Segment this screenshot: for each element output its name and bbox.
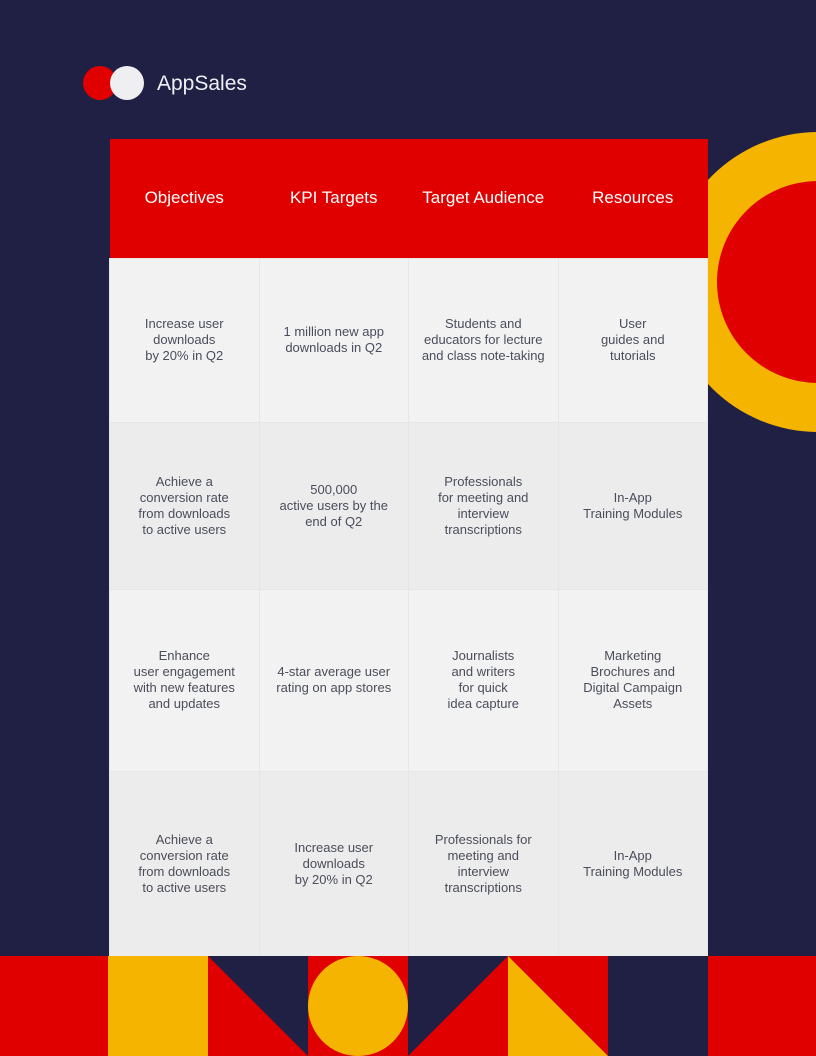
- header-target-audience: Target Audience: [409, 139, 559, 258]
- table-cell: 4-star average user rating on app stores: [259, 589, 409, 771]
- table-row: [110, 258, 708, 422]
- table-cell: Professionals for meeting and interview transcriptions: [409, 422, 559, 589]
- logo-white-dot: [110, 66, 144, 100]
- table-cell: Achieve a conversion rate from downloads to active users: [110, 771, 260, 956]
- table-cell: 1 million new app downloads in Q2: [259, 258, 409, 422]
- table-cell: Marketing Brochures and Digital Campaign Assets: [558, 589, 708, 771]
- header-resources: Resources: [558, 139, 708, 258]
- brand-name: AppSales: [157, 72, 247, 95]
- geometric-footer-strip: [0, 956, 816, 1056]
- table-cell: User guides and tutorials: [558, 258, 708, 422]
- table-row: [110, 422, 708, 589]
- table-header: [110, 139, 708, 258]
- header-objectives: Objectives: [110, 139, 260, 258]
- table-row: [110, 589, 708, 771]
- table-cell: Students and educators for lecture and class note-taking: [409, 258, 559, 422]
- table-cell: 500,000 active users by the end of Q2: [259, 422, 409, 589]
- table-cell: Increase user downloads by 20% in Q2: [259, 771, 409, 956]
- table-cell: In-App Training Modules: [558, 422, 708, 589]
- table-cell: In-App Training Modules: [558, 771, 708, 956]
- table-cell: Increase user downloads by 20% in Q2: [110, 258, 260, 422]
- table-cell: Journalists and writers for quick idea capture: [409, 589, 559, 771]
- table-cell: Professionals for meeting and interview transcriptions: [409, 771, 559, 956]
- header-kpi-targets: KPI Targets: [259, 139, 409, 258]
- table-row: [110, 771, 708, 956]
- table-cell: Achieve a conversion rate from downloads to active users: [110, 422, 260, 589]
- objectives-table: [109, 139, 708, 957]
- table-cell: Enhance user engagement with new features and updates: [110, 589, 260, 771]
